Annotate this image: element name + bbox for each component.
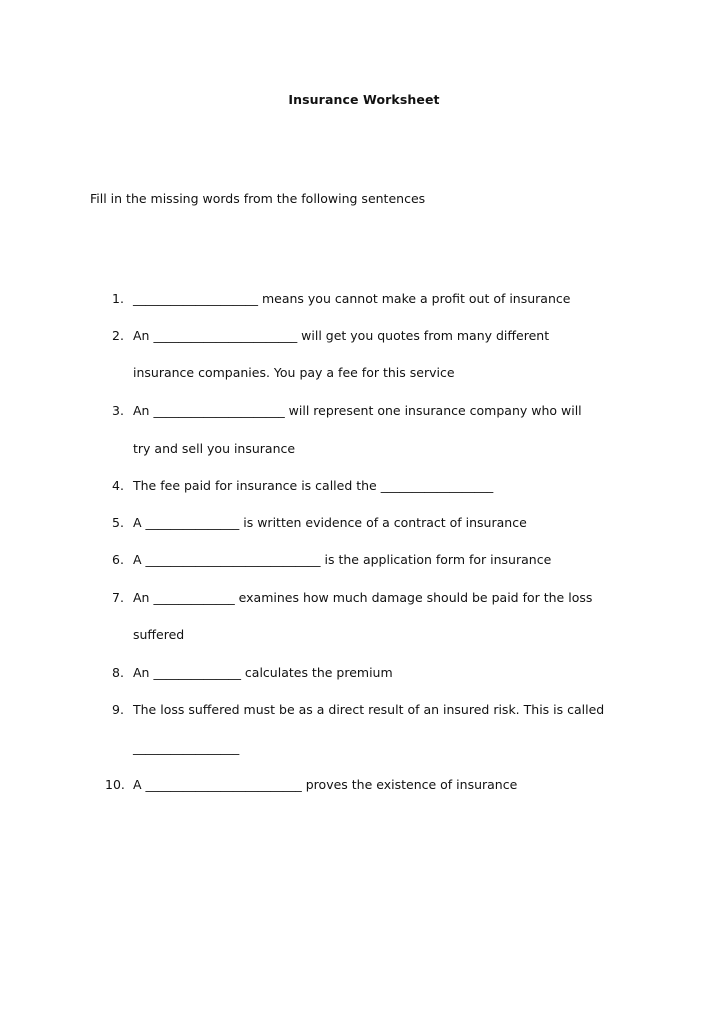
question-number: 8. [112,665,124,680]
question-text: An _______________________ will get you quotes from many different [133,328,550,343]
question-2-continuation: insurance companies. You pay a fee for this service [133,365,455,380]
page-title: Insurance Worksheet [288,92,440,107]
question-text: An _____________ examines how much damage should be paid for the loss [133,590,593,605]
question-number: 4. [112,478,124,493]
question-text: A ____________________________ is the application form for insurance [133,552,552,567]
question-text: An ______________ calculates the premium [133,665,393,680]
question-number: 3. [112,403,124,418]
question-number: 7. [112,590,124,605]
question-9-continuation: _________________ [133,740,240,755]
question-text: The fee paid for insurance is called the __________________ [133,478,494,493]
question-text: An _____________________ will represent one insurance company who will [133,403,582,418]
instructions: Fill in the missing words from the following sentences [90,191,426,206]
question-3-continuation: try and sell you insurance [133,441,296,456]
question-7-continuation: suffered [133,627,185,642]
question-text: A _________________________ proves the existence of insurance [133,777,518,792]
question-number: 1. [112,291,124,306]
question-number: 5. [112,515,124,530]
question-number: 9. [112,702,124,717]
question-number: 2. [112,328,124,343]
question-number: 10. [105,777,125,792]
question-text: The loss suffered must be as a direct result of an insured risk. This is called [133,702,605,717]
question-text: ____________________ means you cannot make a profit out of insurance [133,291,571,306]
question-text: A _______________ is written evidence of a contract of insurance [133,515,527,530]
question-number: 6. [112,552,124,567]
